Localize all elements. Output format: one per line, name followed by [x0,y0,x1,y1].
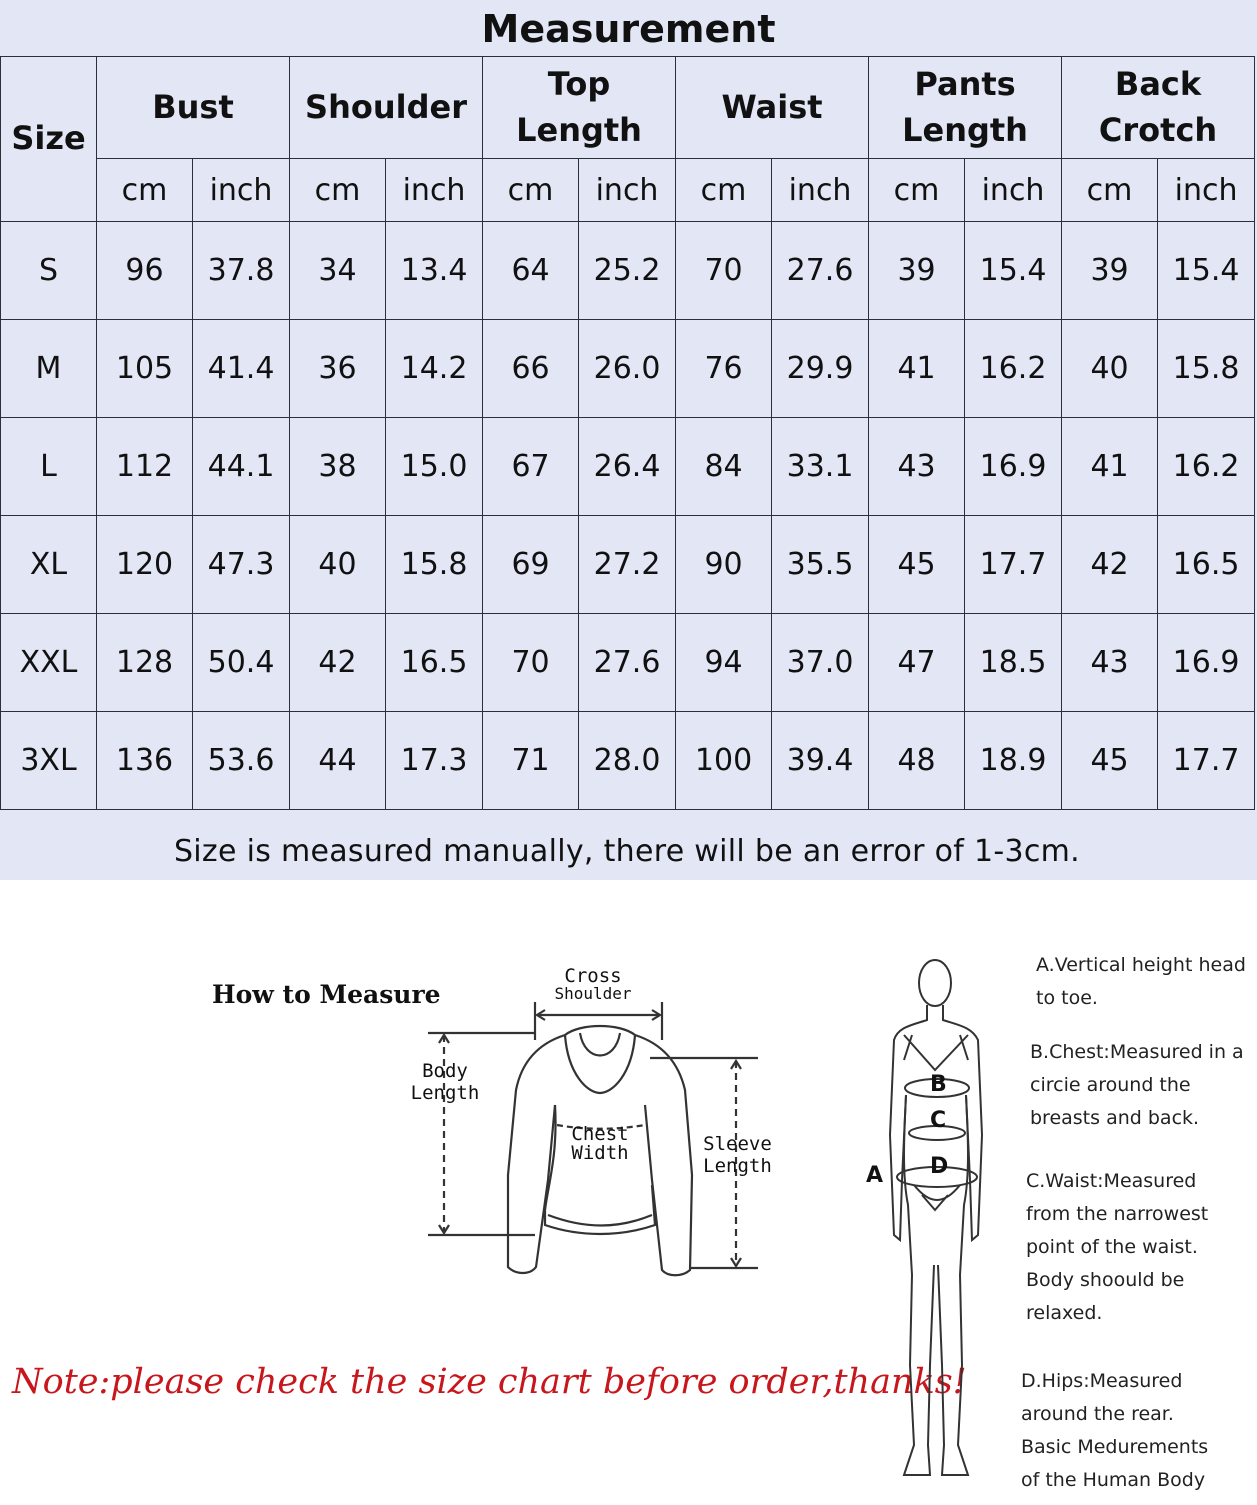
size-cell: S [1,222,97,320]
value-cell: 47.3 [193,516,290,614]
value-cell: 16.9 [965,418,1062,516]
value-cell: 15.4 [965,222,1062,320]
value-cell: 44.1 [193,418,290,516]
unit-header: inch [193,159,290,222]
value-cell: 39 [1062,222,1158,320]
value-cell: 16.2 [1158,418,1255,516]
value-cell: 14.2 [386,320,483,418]
size-check-note: Note:please check the size chart before order,thanks! [12,1362,967,1402]
value-cell: 44 [290,712,386,810]
value-cell: 17.7 [965,516,1062,614]
value-cell: 42 [290,614,386,712]
unit-header: inch [579,159,676,222]
value-cell: 128 [97,614,193,712]
value-cell: 28.0 [579,712,676,810]
body-label-a: A [866,1163,884,1188]
value-cell: 18.9 [965,712,1062,810]
value-cell: 43 [1062,614,1158,712]
unit-header: inch [386,159,483,222]
value-cell: 70 [483,614,579,712]
size-table [0,56,1255,810]
body-figure [882,945,992,1505]
value-cell: 67 [483,418,579,516]
value-cell: 41 [869,320,965,418]
unit-header: cm [1062,159,1158,222]
unit-header: cm [676,159,772,222]
table-row [1,516,1255,614]
value-cell: 45 [869,516,965,614]
table-row [1,418,1255,516]
value-cell: 136 [97,712,193,810]
value-cell: 64 [483,222,579,320]
unit-header: cm [483,159,579,222]
table-row [1,320,1255,418]
unit-header: inch [965,159,1062,222]
value-cell: 47 [869,614,965,712]
value-cell: 48 [869,712,965,810]
value-cell: 66 [483,320,579,418]
value-cell: 13.4 [386,222,483,320]
table-row [1,222,1255,320]
value-cell: 105 [97,320,193,418]
value-cell: 94 [676,614,772,712]
label-body-length: Body Length [410,1060,480,1104]
value-cell: 35.5 [772,516,869,614]
value-cell: 27.6 [772,222,869,320]
value-cell: 16.2 [965,320,1062,418]
value-cell: 38 [290,418,386,516]
value-cell: 39 [869,222,965,320]
table-footnote: Size is measured manually, there will be an error of 1-3cm. [173,834,1081,869]
value-cell: 76 [676,320,772,418]
body-label-b: B [930,1072,947,1097]
value-cell: 16.9 [1158,614,1255,712]
value-cell: 15.0 [386,418,483,516]
value-cell: 53.6 [193,712,290,810]
unit-header: cm [290,159,386,222]
group-header-top-length: Top Length [483,57,676,159]
body-text-d: D.Hips:Measured around the rear. Basic Medurements of the Human Body [1021,1370,1209,1491]
value-cell: 43 [869,418,965,516]
value-cell: 37.0 [772,614,869,712]
value-cell: 16.5 [1158,516,1255,614]
value-cell: 112 [97,418,193,516]
value-cell: 17.7 [1158,712,1255,810]
unit-header: cm [97,159,193,222]
value-cell: 45 [1062,712,1158,810]
value-cell: 34 [290,222,386,320]
value-cell: 41 [1062,418,1158,516]
value-cell: 40 [1062,320,1158,418]
value-cell: 36 [290,320,386,418]
label-sleeve-length: Sleeve Length [703,1133,772,1177]
value-cell: 26.4 [579,418,676,516]
value-cell: 50.4 [193,614,290,712]
value-cell: 27.6 [579,614,676,712]
size-cell: XXL [1,614,97,712]
value-cell: 96 [97,222,193,320]
chart-title: Measurement [481,7,776,51]
size-cell: M [1,320,97,418]
group-header-bust: Bust [97,57,290,159]
body-text-c: C.Waist:Measured from the narrowest point of the waist. Body shoould be relaxed. [1026,1170,1209,1324]
unit-header: inch [1158,159,1255,222]
value-cell: 15.4 [1158,222,1255,320]
group-header-pants-length: Pants Length [869,57,1062,159]
value-cell: 41.4 [193,320,290,418]
body-label-c: C [930,1108,947,1133]
group-header-shoulder: Shoulder [290,57,483,159]
group-header-waist: Waist [676,57,869,159]
value-cell: 90 [676,516,772,614]
table-row [1,712,1255,810]
value-cell: 33.1 [772,418,869,516]
body-text-a: A.Vertical height head to toe. [1036,954,1246,1009]
value-cell: 40 [290,516,386,614]
unit-header: inch [772,159,869,222]
body-label-d: D [930,1154,949,1179]
body-text-b: B.Chest:Measured in a circie around the breasts and back. [1030,1041,1244,1129]
value-cell: 27.2 [579,516,676,614]
value-cell: 100 [676,712,772,810]
value-cell: 15.8 [386,516,483,614]
value-cell: 84 [676,418,772,516]
value-cell: 42 [1062,516,1158,614]
table-row [1,614,1255,712]
value-cell: 18.5 [965,614,1062,712]
value-cell: 16.5 [386,614,483,712]
unit-header: cm [869,159,965,222]
value-cell: 15.8 [1158,320,1255,418]
how-to-measure-title: How to Measure [212,980,441,1009]
value-cell: 39.4 [772,712,869,810]
value-cell: 37.8 [193,222,290,320]
value-cell: 70 [676,222,772,320]
size-header: Size [1,57,97,222]
value-cell: 71 [483,712,579,810]
group-header-back-crotch: Back Crotch [1062,57,1255,159]
value-cell: 69 [483,516,579,614]
value-cell: 26.0 [579,320,676,418]
size-cell: XL [1,516,97,614]
value-cell: 17.3 [386,712,483,810]
label-cross-shoulder: Cross Shoulder [554,965,632,1003]
value-cell: 29.9 [772,320,869,418]
value-cell: 120 [97,516,193,614]
size-cell: L [1,418,97,516]
label-chest-width: Chest Width [571,1123,629,1164]
size-cell: 3XL [1,712,97,810]
value-cell: 25.2 [579,222,676,320]
